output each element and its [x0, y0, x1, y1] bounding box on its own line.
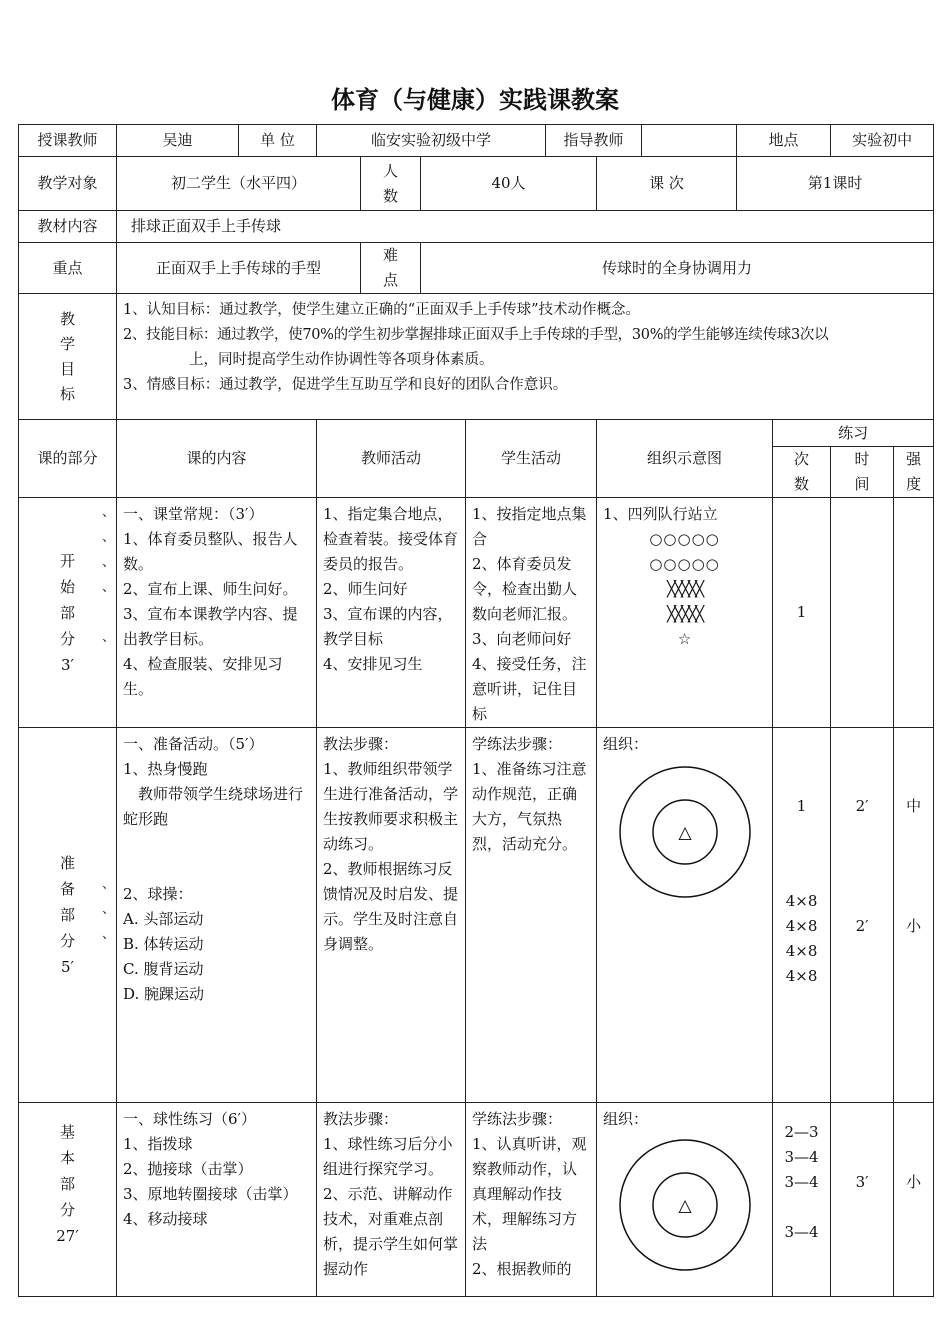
lesson-label: 课 次: [597, 157, 737, 211]
section-start: [19, 498, 934, 728]
teacher-line: 2、示范、讲解动作技术，对重难点剖析，提示学生如何掌握动作: [323, 1185, 459, 1278]
times-value: 1: [796, 797, 807, 815]
spacer: [894, 1103, 933, 1170]
content-line: 1、热身慢跑: [123, 760, 208, 778]
content-line: 3、宣布本课教学内容、提出教学目标。: [123, 605, 298, 648]
prep-teacher: [317, 728, 466, 1103]
col-student: 学生活动: [466, 420, 597, 498]
header-row-2: [19, 157, 934, 211]
content-line: 2、抛接球（击掌）: [123, 1160, 253, 1178]
content-line: C. 腹背运动: [123, 960, 204, 978]
col-teacher: 教师活动: [317, 420, 466, 498]
part-char: 5′: [61, 958, 74, 976]
comma-mark: 、: [102, 505, 116, 520]
duration-value: 2′: [855, 797, 869, 815]
objective-line-3: 上，同时提高学生动作协调性等各项身体素质。: [189, 352, 494, 368]
col-intensity: [894, 447, 934, 498]
objectives-label-char: 教: [59, 309, 75, 328]
spacer: [831, 819, 893, 914]
target-label: 教学对象: [19, 157, 117, 211]
material-value: 排球正面双手上手传球: [117, 211, 934, 243]
page-title: 体育（与健康）实践课教案: [331, 86, 619, 114]
part-char: 本: [59, 1149, 75, 1167]
times-value: 4×8: [785, 892, 818, 910]
comma-mark: 、: [102, 927, 116, 942]
content-line: 1、体育委员整队、报告人数。: [123, 530, 298, 573]
teacher-line: 4、安排见习生: [323, 655, 423, 673]
target-value: 初二学生（水平四）: [117, 157, 361, 211]
prep-duration: [831, 728, 894, 1103]
section-prep: [19, 728, 934, 1103]
start-times: 1: [773, 498, 831, 728]
basic-duration: [831, 1103, 894, 1297]
difficulty-label-2: 点: [383, 271, 399, 289]
diagram-title: 组织：: [603, 735, 649, 753]
student-line: 2、体育委员发令，检查出勤人数向老师汇报。: [472, 555, 578, 623]
teacher-triangle-icon: △: [677, 1196, 692, 1216]
content-line: 2、球操：: [123, 885, 193, 903]
formation-row: ╳╳╳╳╳: [666, 580, 703, 598]
content-line: 2、宣布上课、师生问好。: [123, 580, 298, 598]
content-line: A. 头部运动: [123, 910, 204, 928]
times-value: 4×8: [785, 917, 818, 935]
court-circle-diagram: [618, 765, 752, 899]
col-intensity-char: 强: [906, 450, 922, 468]
start-student: [466, 498, 597, 728]
content-line: 一、球性练习（6′）: [123, 1110, 256, 1128]
prep-content: [117, 728, 317, 1103]
columns-row-1: [19, 420, 934, 447]
court-circle-diagram: [618, 1138, 752, 1272]
spacer: [773, 819, 830, 889]
times-value: 3—4: [784, 1148, 819, 1166]
material-label: 教材内容: [19, 211, 117, 243]
diagram-title: 1、四列队行站立: [603, 505, 718, 523]
unit-label: 单 位: [239, 125, 317, 157]
col-times-char: 次: [794, 450, 810, 468]
difficulty-label: [361, 243, 421, 294]
objectives-label: [19, 294, 117, 420]
header-row-1: [19, 125, 934, 157]
start-content: [117, 498, 317, 728]
part-char: 分: [59, 932, 75, 950]
content-line: 3、原地转圈接球（击掌）: [123, 1185, 298, 1203]
key-label: 重点: [19, 243, 117, 294]
comma-mark: 、: [102, 902, 116, 917]
advisor-label: 指导教师: [546, 125, 642, 157]
col-times: [773, 447, 831, 498]
spacer: [894, 819, 933, 914]
content-line: D. 腕踝运动: [123, 985, 205, 1003]
objectives-label-char: 目: [59, 359, 75, 378]
comma-mark: 、: [102, 630, 116, 645]
part-char: 开: [59, 551, 75, 570]
objectives-label-char: 标: [59, 384, 75, 403]
content-line: 4、移动接球: [123, 1210, 208, 1228]
content-line: 一、准备活动。（5′）: [123, 735, 264, 753]
formation-row: ○○○○○: [649, 530, 720, 548]
times-value: 3—4: [784, 1173, 819, 1191]
list-marks-start: [102, 500, 115, 650]
count-value: 40人: [421, 157, 597, 211]
start-diagram: [597, 498, 773, 728]
formation-row: ○○○○○: [649, 555, 720, 573]
content-line: B. 体转运动: [123, 935, 204, 953]
content-line: 1、指拨球: [123, 1135, 193, 1153]
difficulty-value: 传球时的全身协调用力: [421, 243, 934, 294]
part-char: 分: [59, 629, 75, 648]
section-basic: [19, 1103, 934, 1297]
spacer: [773, 1103, 830, 1120]
unit-name: 临安实验初级中学: [317, 125, 546, 157]
count-label: [361, 157, 421, 211]
student-line: 1、认真听讲，观察教师动作，认真理解动作技术，理解练习方法: [472, 1135, 587, 1253]
teacher-line: 1、教师组织带领学生进行准备活动，学生按教师要求积极主动练习。: [323, 760, 459, 853]
part-char: 始: [59, 577, 75, 596]
teacher-star-icon: ☆: [677, 630, 692, 648]
advisor-name: [642, 125, 737, 157]
basic-content: [117, 1103, 317, 1297]
spacer: [773, 1195, 830, 1220]
spacer: [831, 1103, 893, 1170]
comma-mark: 、: [102, 580, 116, 595]
part-char: 备: [59, 880, 75, 898]
part-char: 3′: [61, 655, 74, 674]
basic-part: [19, 1103, 117, 1297]
objectives-content: [117, 294, 934, 420]
col-part: 课的部分: [19, 420, 117, 498]
col-content: 课的内容: [117, 420, 317, 498]
key-value: 正面双手上手传球的手型: [117, 243, 361, 294]
count-label-2: 数: [383, 186, 399, 205]
times-value: 3—4: [784, 1223, 819, 1241]
content-line: 4、检查服装、安排见习生。: [123, 655, 283, 698]
basic-diagram: [597, 1103, 773, 1297]
col-times-char: 数: [794, 475, 810, 493]
objective-line-2: 2、技能目标：通过教学，使70%的学生初步掌握排球正面双手上手传球的手型，30%的学生能够连续传球3次以: [123, 327, 829, 343]
part-char: 准: [59, 854, 75, 872]
student-line: 3、向老师问好: [472, 630, 572, 648]
content-line: 一、课堂常规：（3′）: [123, 505, 264, 523]
prep-times: [773, 728, 831, 1103]
lesson-value: 第1课时: [737, 157, 934, 211]
teacher-line: 2、师生问好: [323, 580, 408, 598]
duration-value: 3′: [855, 1173, 869, 1191]
part-char: 基: [59, 1123, 75, 1141]
teacher-title: 教法步骤：: [323, 1110, 399, 1128]
teacher-label: 授课教师: [19, 125, 117, 157]
place-name: 实验初中: [831, 125, 934, 157]
teacher-line: 3、宣布课的内容，教学目标: [323, 605, 453, 648]
prep-intensity: [894, 728, 934, 1103]
basic-times: [773, 1103, 831, 1297]
student-line: 1、准备练习注意动作规范，正确大方，气氛热烈，活动充分。: [472, 760, 587, 853]
teacher-title: 教法步骤：: [323, 735, 399, 753]
spacer: [123, 832, 310, 882]
student-line: 1、按指定地点集合: [472, 505, 587, 548]
comma-mark: 、: [102, 877, 116, 892]
objective-line-1: 1、认知目标：通过教学，使学生建立正确的“正面双手上手传球”技术动作概念。: [123, 302, 641, 318]
spacer: [894, 728, 933, 794]
col-practice: 练习: [773, 420, 934, 447]
spacer: [831, 728, 893, 794]
teacher-triangle-icon: △: [677, 823, 692, 843]
times-value: 2—3: [784, 1123, 819, 1141]
diagram-title: 组织：: [603, 1110, 649, 1128]
part-char: 部: [59, 603, 75, 622]
student-title: 学练法步骤：: [472, 1110, 563, 1128]
difficulty-label-1: 难: [383, 246, 399, 264]
objectives-label-char: 学: [59, 334, 75, 353]
teacher-line: 1、球性练习后分小组进行探究学习。: [323, 1135, 453, 1178]
col-diagram: 组织示意图: [597, 420, 773, 498]
key-row: [19, 243, 934, 294]
col-intensity-char: 度: [906, 475, 922, 493]
teacher-line: 2、教师根据练习反馈情况及时启发、提示。学生及时注意自身调整。: [323, 860, 459, 953]
start-teacher: [317, 498, 466, 728]
intensity-value: 中: [906, 797, 922, 815]
student-line: 2、根据教师的: [472, 1260, 572, 1278]
material-row: [19, 211, 934, 243]
teacher-name: 吴迪: [117, 125, 239, 157]
col-duration-char: 间: [854, 475, 870, 493]
part-char: 部: [59, 1175, 75, 1193]
intensity-value: 小: [906, 917, 922, 935]
times-value: 4×8: [785, 942, 818, 960]
part-char: 27′: [56, 1227, 79, 1245]
basic-student: [466, 1103, 597, 1297]
spacer: [773, 728, 830, 794]
part-char: 部: [59, 906, 75, 924]
comma-mark: 、: [102, 555, 116, 570]
teacher-line: 1、指定集合地点，检查着装。接受体育委员的报告。: [323, 505, 459, 573]
start-intensity: [894, 498, 934, 728]
comma-mark: 、: [102, 530, 116, 545]
col-duration: [831, 447, 894, 498]
objective-line-4: 3、情感目标：通过教学，促进学生互助互学和良好的团队合作意识。: [123, 377, 568, 393]
count-label-1: 人: [383, 161, 399, 180]
basic-intensity: [894, 1103, 934, 1297]
formation-row: ╳╳╳╳╳: [666, 605, 703, 623]
prep-diagram: [597, 728, 773, 1103]
intensity-value: 小: [906, 1173, 922, 1191]
times-value: 4×8: [785, 967, 818, 985]
list-marks-prep: [102, 872, 115, 947]
student-line: 4、接受任务，注意听讲，记住目标: [472, 655, 587, 723]
lesson-plan-table: [18, 124, 934, 1297]
duration-value: 2′: [855, 917, 869, 935]
content-line: 教师带领学生绕球场进行蛇形跑: [123, 785, 304, 828]
place-label: 地点: [737, 125, 831, 157]
objectives-row: [19, 294, 934, 420]
student-title: 学练法步骤：: [472, 735, 563, 753]
col-duration-char: 时: [854, 450, 870, 468]
part-char: 分: [59, 1201, 75, 1219]
start-duration: [831, 498, 894, 728]
prep-student: [466, 728, 597, 1103]
basic-teacher: [317, 1103, 466, 1297]
